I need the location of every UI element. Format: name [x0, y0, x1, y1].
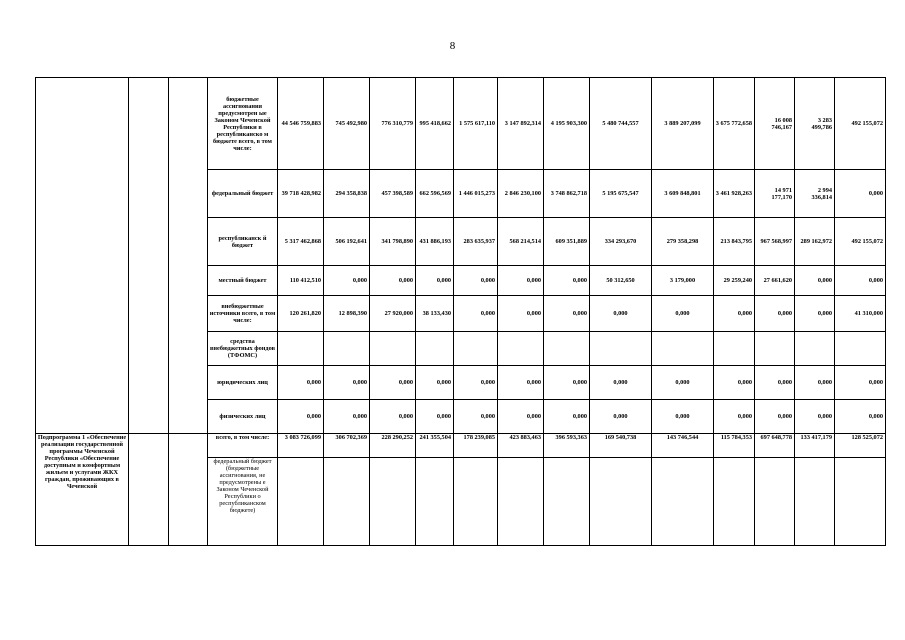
amount-cell: 431 886,193 [416, 218, 454, 266]
funding-source-label: внебюджетные источники всего, в том числе: [208, 296, 278, 332]
amount-cell: 27 920,000 [370, 296, 416, 332]
amount-cell: 0,000 [416, 400, 454, 434]
amount-cell: 12 898,390 [324, 296, 370, 332]
amount-cell: 492 155,072 [835, 218, 886, 266]
amount-cell: 0,000 [714, 400, 755, 434]
funding-source-label: федеральный бюджет (бюджетные ассигнования, не предусмотрены е Законом Чеченской Республики о республиканском бюджете) [208, 458, 278, 546]
table-row [36, 78, 886, 170]
amount-cell [324, 458, 370, 546]
amount-cell: 27 661,620 [755, 266, 795, 296]
amount-cell: 0,000 [714, 366, 755, 400]
amount-cell: 115 784,353 [714, 434, 755, 458]
amount-cell [324, 332, 370, 366]
funding-source-label: физических лиц [208, 400, 278, 434]
amount-cell [498, 332, 544, 366]
amount-cell [416, 458, 454, 546]
amount-cell: 776 310,779 [370, 78, 416, 170]
amount-cell: 0,000 [370, 366, 416, 400]
amount-cell: 0,000 [590, 400, 652, 434]
amount-cell: 0,000 [416, 366, 454, 400]
amount-cell: 341 798,890 [370, 218, 416, 266]
amount-cell: 334 293,670 [590, 218, 652, 266]
amount-cell [590, 458, 652, 546]
funding-source-label: всего, в том числе: [208, 434, 278, 458]
amount-cell: 0,000 [795, 366, 835, 400]
amount-cell: 241 355,504 [416, 434, 454, 458]
amount-cell: 169 540,738 [590, 434, 652, 458]
amount-cell [652, 332, 714, 366]
funding-source-label: юридических лиц [208, 366, 278, 400]
amount-cell [590, 332, 652, 366]
amount-cell: 0,000 [835, 400, 886, 434]
amount-cell: 143 746,544 [652, 434, 714, 458]
amount-cell: 0,000 [454, 266, 498, 296]
amount-cell [755, 458, 795, 546]
amount-cell: 2 994 336,814 [795, 170, 835, 218]
funding-source-label: республиканск й бюджет [208, 218, 278, 266]
amount-cell: 0,000 [454, 296, 498, 332]
amount-cell: 110 412,510 [278, 266, 324, 296]
amount-cell: 0,000 [498, 366, 544, 400]
amount-cell [370, 332, 416, 366]
budget-table-body [36, 78, 886, 546]
amount-cell: 0,000 [454, 366, 498, 400]
funding-source-label: бюджетные ассигнования предусмотрен ые Законом Чеченской Республики в республиканско м бюджете всего, в том числе: [208, 78, 278, 170]
amount-cell: 0,000 [498, 400, 544, 434]
amount-cell: 0,000 [755, 296, 795, 332]
amount-cell: 29 259,240 [714, 266, 755, 296]
funding-source-label: федеральный бюджет [208, 170, 278, 218]
source-cell [169, 78, 208, 434]
amount-cell: 1 446 015,273 [454, 170, 498, 218]
amount-cell: 38 133,430 [416, 296, 454, 332]
amount-cell: 283 635,937 [454, 218, 498, 266]
amount-cell: 0,000 [416, 266, 454, 296]
amount-cell: 609 351,889 [544, 218, 590, 266]
amount-cell: 44 546 759,883 [278, 78, 324, 170]
amount-cell: 0,000 [652, 296, 714, 332]
table-row [36, 434, 886, 458]
amount-cell: 0,000 [835, 266, 886, 296]
amount-cell [454, 332, 498, 366]
amount-cell: 3 609 848,801 [652, 170, 714, 218]
amount-cell [416, 332, 454, 366]
amount-cell: 0,000 [498, 266, 544, 296]
amount-cell: 0,000 [370, 266, 416, 296]
amount-cell [795, 458, 835, 546]
amount-cell [278, 332, 324, 366]
amount-cell: 457 398,589 [370, 170, 416, 218]
amount-cell: 5 317 462,868 [278, 218, 324, 266]
budget-table [35, 77, 886, 546]
amount-cell: 2 846 230,100 [498, 170, 544, 218]
amount-cell: 0,000 [544, 266, 590, 296]
amount-cell: 4 195 903,300 [544, 78, 590, 170]
amount-cell: 0,000 [755, 400, 795, 434]
amount-cell: 5 480 744,557 [590, 78, 652, 170]
amount-cell [795, 332, 835, 366]
amount-cell: 745 492,980 [324, 78, 370, 170]
amount-cell: 0,000 [755, 366, 795, 400]
amount-cell: 0,000 [795, 400, 835, 434]
amount-cell: 0,000 [835, 366, 886, 400]
amount-cell [278, 458, 324, 546]
amount-cell: 662 596,569 [416, 170, 454, 218]
amount-cell: 3 748 862,718 [544, 170, 590, 218]
amount-cell: 39 718 428,982 [278, 170, 324, 218]
amount-cell: 0,000 [454, 400, 498, 434]
program-name-cell [36, 78, 129, 434]
amount-cell [498, 458, 544, 546]
amount-cell: 279 358,298 [652, 218, 714, 266]
amount-cell: 492 155,072 [835, 78, 886, 170]
amount-cell: 0,000 [835, 170, 886, 218]
amount-cell: 50 312,650 [590, 266, 652, 296]
amount-cell [652, 458, 714, 546]
amount-cell: 423 883,463 [498, 434, 544, 458]
amount-cell: 3 461 928,263 [714, 170, 755, 218]
source-cell [169, 434, 208, 546]
amount-cell: 41 310,000 [835, 296, 886, 332]
responsible-cell [129, 78, 169, 434]
amount-cell: 568 214,514 [498, 218, 544, 266]
amount-cell: 228 290,252 [370, 434, 416, 458]
amount-cell: 697 648,778 [755, 434, 795, 458]
amount-cell: 5 195 675,547 [590, 170, 652, 218]
funding-source-label: средства внебюджетных фондов (ТФОМС) [208, 332, 278, 366]
amount-cell: 178 239,085 [454, 434, 498, 458]
amount-cell [454, 458, 498, 546]
amount-cell: 0,000 [590, 296, 652, 332]
amount-cell: 0,000 [324, 366, 370, 400]
amount-cell: 1 575 617,110 [454, 78, 498, 170]
amount-cell [544, 458, 590, 546]
amount-cell [714, 458, 755, 546]
amount-cell: 506 192,641 [324, 218, 370, 266]
amount-cell [544, 332, 590, 366]
amount-cell: 0,000 [370, 400, 416, 434]
amount-cell: 213 843,795 [714, 218, 755, 266]
amount-cell: 3 283 499,786 [795, 78, 835, 170]
responsible-cell [129, 434, 169, 546]
amount-cell: 995 418,662 [416, 78, 454, 170]
amount-cell [714, 332, 755, 366]
amount-cell: 0,000 [652, 400, 714, 434]
amount-cell: 289 162,972 [795, 218, 835, 266]
amount-cell [755, 332, 795, 366]
amount-cell: 3 675 772,658 [714, 78, 755, 170]
amount-cell: 3 179,000 [652, 266, 714, 296]
amount-cell: 0,000 [278, 366, 324, 400]
amount-cell: 0,000 [278, 400, 324, 434]
amount-cell: 0,000 [498, 296, 544, 332]
amount-cell: 133 417,179 [795, 434, 835, 458]
amount-cell: 0,000 [324, 266, 370, 296]
amount-cell: 0,000 [544, 400, 590, 434]
funding-source-label: местный бюджет [208, 266, 278, 296]
amount-cell: 396 593,363 [544, 434, 590, 458]
amount-cell: 3 889 207,099 [652, 78, 714, 170]
amount-cell: 3 147 892,314 [498, 78, 544, 170]
page-number: 8 [449, 40, 456, 52]
amount-cell: 0,000 [544, 296, 590, 332]
amount-cell: 0,000 [652, 366, 714, 400]
amount-cell: 0,000 [544, 366, 590, 400]
amount-cell: 0,000 [590, 366, 652, 400]
amount-cell: 120 261,820 [278, 296, 324, 332]
amount-cell: 0,000 [795, 296, 835, 332]
subprogram-name-cell: Подпрограмма 1 «Обеспечение реализации государственной программы Чеченской Республики «Обеспечение доступным и комфортным жильем и услугами ЖКХ граждан, проживающих в Чеченской [36, 434, 129, 546]
amount-cell [835, 458, 886, 546]
amount-cell: 3 083 726,099 [278, 434, 324, 458]
amount-cell: 0,000 [795, 266, 835, 296]
amount-cell: 14 971 177,170 [755, 170, 795, 218]
amount-cell: 128 525,072 [835, 434, 886, 458]
amount-cell: 0,000 [714, 296, 755, 332]
amount-cell [370, 458, 416, 546]
amount-cell: 294 358,838 [324, 170, 370, 218]
amount-cell [835, 332, 886, 366]
amount-cell: 306 702,369 [324, 434, 370, 458]
amount-cell: 0,000 [324, 400, 370, 434]
amount-cell: 16 008 746,167 [755, 78, 795, 170]
amount-cell: 967 568,997 [755, 218, 795, 266]
